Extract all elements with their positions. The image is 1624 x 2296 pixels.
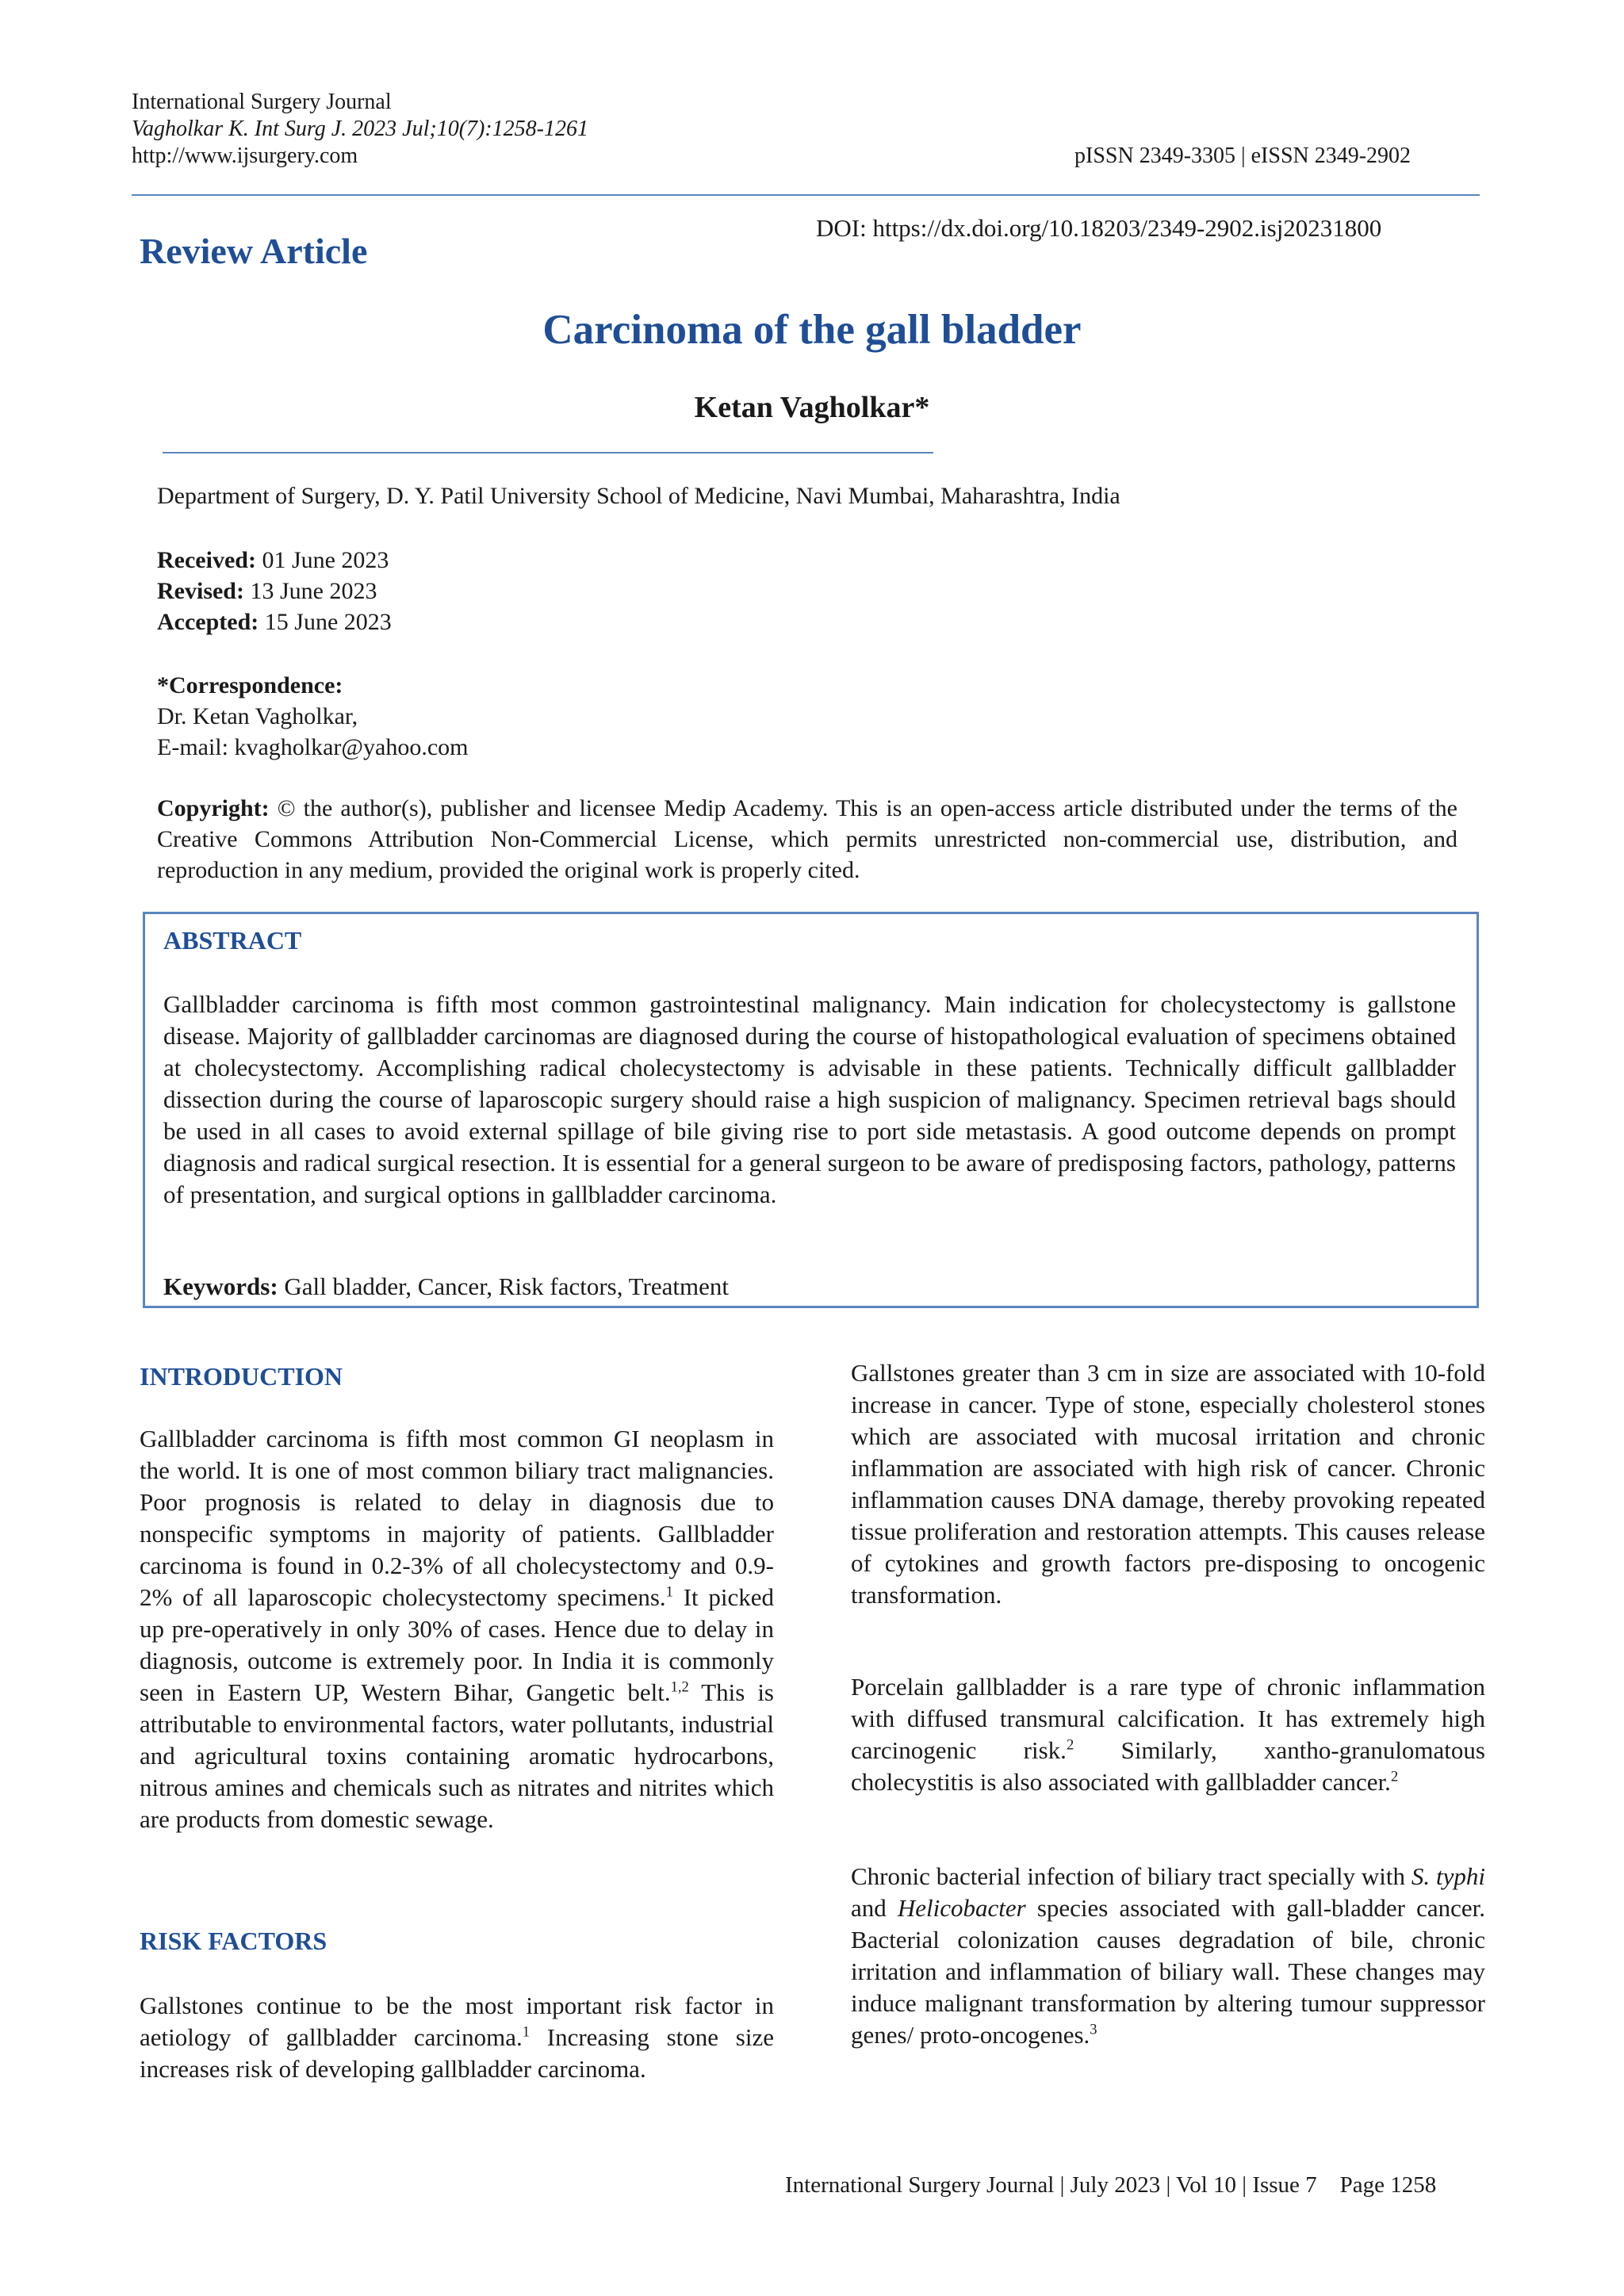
correspondence-name: Dr. Ketan Vagholkar, — [157, 703, 358, 729]
title-rule — [163, 452, 933, 453]
journal-name: International Surgery Journal — [132, 90, 392, 114]
page-footer: International Surgery Journal | July 2023 | Vol 10 | Issue 7 Page 1258 — [785, 2172, 1437, 2198]
right-paragraph-2: Porcelain gallbladder is a rare type of chronic inflammation with diffused transmural calcification. It has extremely high carcinogenic risk.$^2$ Similarly, xantho-granulomatous cholecystitis is also associated with gallbladder cancer.$^2$ — [851, 1673, 1485, 1796]
right-paragraph-1: Gallstones greater than 3 cm in size are associated with 10-fold increase in cancer. Type of stone, especially cholesterol stones which are associated with mucosal irritation and chronic inflammation are associated with high risk of cancer. Chronic inflammation causes DNA damage, thereby provoking repeated tissue proliferation and restoration attempts. This causes release of cytokines and growth factors pre-disposing to oncogenic transformation. — [851, 1359, 1485, 1609]
accepted-date: Accepted: 15 June 2023 — [157, 609, 392, 635]
doi-link[interactable]: DOI: https://dx.doi.org/10.18203/2349-2902.isj20231800 — [816, 214, 1382, 242]
right-paragraph-3: Chronic bacterial infection of biliary tract specially with S. typhi and Helicobacter species associated with gall-bladder cancer. Bacterial colonization causes degradation of bile, chronic irritation and inflammation of biliary wall. These changes may induce malignant transformation by altering tumour suppressor genes/ proto-oncogenes.$^3$ — [851, 1862, 1486, 2049]
risk-factors-paragraph: Gallstones continue to be the most important risk factor in aetiology of gallbladder carcinoma.$^1$ Increasing stone size increases risk of developing gallbladder carcinoma. — [140, 1992, 774, 2083]
correspondence-email[interactable]: E-mail: kvagholkar@yahoo.com — [157, 734, 469, 760]
header-rule — [132, 194, 1480, 196]
journal-url[interactable]: http://www.ijsurgery.com — [132, 144, 358, 168]
article-type: Review Article — [140, 231, 368, 271]
author-name: Ketan Vagholkar* — [694, 391, 930, 424]
abstract-text: Gallbladder carcinoma is fifth most common gastrointestinal malignancy. Main indication for cholecystectomy is gallstone disease. Majority of gallbladder carcinomas are diagnosed during the course of histopathological evaluation of specimens obtained at cholecystectomy. Accomplishing radical cholecystectomy is advisable in these patients. Technically difficult gallbladder dissection during the course of laparoscopic surgery should raise a high suspicion of malignancy. Specimen retrieval bags should be used in all cases to avoid external spillage of bile giving rise to port side metastasis. A good outcome depends on prompt diagnosis and radical surgical resection. It is essential for a general surgeon to be aware of predisposing factors, pathology, patterns of presentation, and surgical options in gallbladder carcinoma. — [163, 990, 1456, 1208]
abstract-heading: ABSTRACT — [163, 926, 302, 955]
risk-factors-heading: RISK FACTORS — [140, 1927, 327, 1955]
correspondence — [157, 670, 469, 763]
affiliation: Department of Surgery, D. Y. Patil University School of Medicine, Navi Mumbai, Maharashtra, India — [157, 483, 1120, 509]
received-date: Received: 01 June 2023 — [157, 547, 389, 573]
revised-date: Revised: 13 June 2023 — [157, 578, 377, 604]
citation: Vagholkar K. Int Surg J. 2023 Jul;10(7):1258-1261 — [132, 117, 588, 141]
correspondence-label: *Correspondence: — [157, 672, 343, 698]
article-title: Carcinoma of the gall bladder — [542, 307, 1082, 353]
intro-heading: INTRODUCTION — [140, 1362, 343, 1391]
keywords: Keywords: Gall bladder, Cancer, Risk factors, Treatment — [163, 1272, 729, 1300]
intro-paragraph: Gallbladder carcinoma is fifth most common GI neoplasm in the world. It is one of most common biliary tract malignancies. Poor prognosis is related to delay in diagnosis due to nonspecific symptoms in majority of patients. Gallbladder carcinoma is found in 0.2-3% of all cholecystectomy and 0.9-2% of all laparoscopic cholecystectomy specimens.$^1$ It picked up pre-operatively in only 30% of cases. Hence due to delay in diagnosis, outcome is extremely poor. In India it is commonly seen in Eastern UP, Western Bihar, Gangetic belt.$^{1,2}$ This is attributable to environmental factors, water pollutants, industrial and agricultural toxins containing aromatic hydrocarbons, nitrous amines and chemicals such as nitrates and nitrites which are products from domestic sewage. — [140, 1425, 775, 1833]
issn: pISSN 2349-3305 | eISSN 2349-2902 — [1074, 144, 1411, 168]
copyright-notice: Copyright: © the author(s), publisher and licensee Medip Academy. This is an open-access article distributed under the terms of the Creative Commons Attribution Non-Commercial License, which permits unrestricted non-commercial use, distribution, and reproduction in any medium, provided the original work is properly cited. — [157, 795, 1457, 883]
dates — [157, 545, 392, 637]
